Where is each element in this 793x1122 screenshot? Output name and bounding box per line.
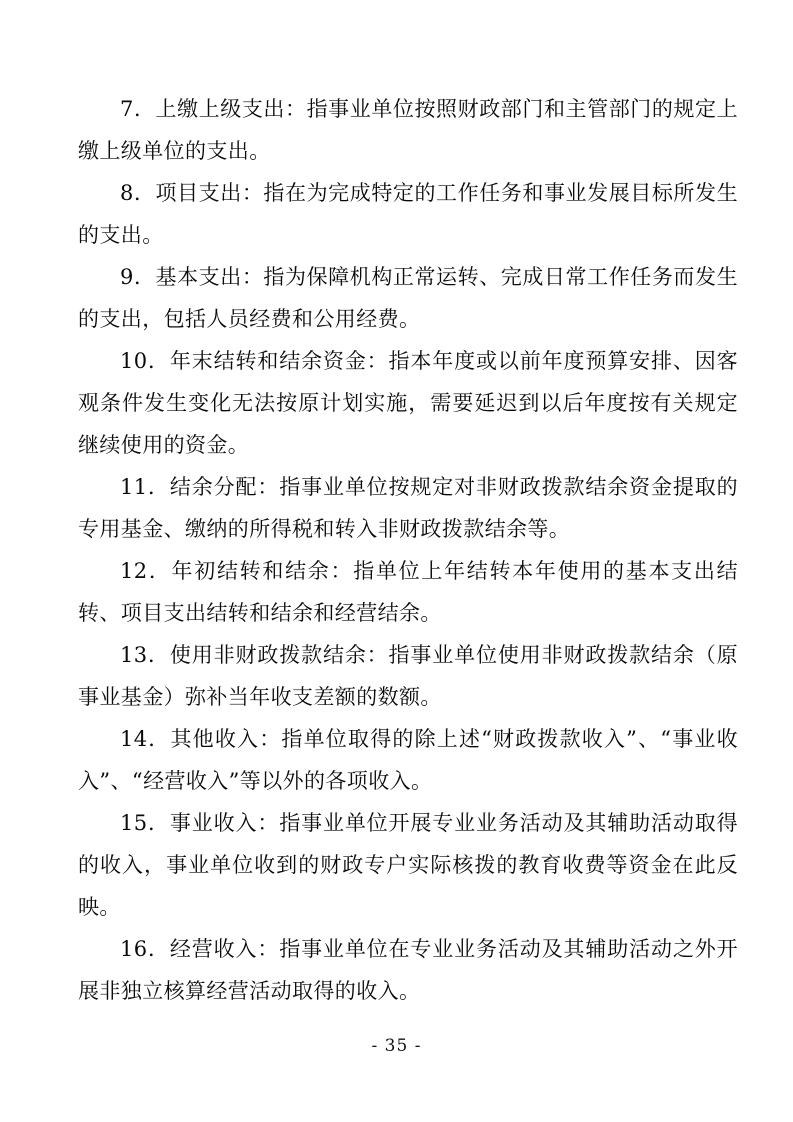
page-body: [78, 88, 738, 1012]
paragraph: 12．年初结转和结余：指单位上年结转本年使用的基本支出结转、项目支出结转和结余和经营结余。: [78, 559, 738, 625]
paragraph: 10．年末结转和结余资金：指本年度或以前年度预算安排、因客观条件发生变化无法按原计划实施，需要延迟到以后年度按有关规定继续使用的资金。: [78, 349, 738, 457]
paragraph: 7．上缴上级支出：指事业单位按照财政部门和主管部门的规定上缴上级单位的支出。: [78, 97, 738, 163]
paragraph: 11．结余分配：指事业单位按规定对非财政拨款结余资金提取的专用基金、缴纳的所得税和转入非财政拨款结余等。: [78, 475, 738, 541]
paragraph: 13．使用非财政拨款结余：指事业单位使用非财政拨款结余（原事业基金）弥补当年收支差额的数额。: [78, 643, 738, 709]
page-number: - 35 -: [371, 1036, 422, 1056]
paragraph: 8．项目支出：指在为完成特定的工作任务和事业发展目标所发生的支出。: [78, 181, 738, 247]
paragraph: 14．其他收入：指单位取得的除上述“财政拨款收入”、“事业收入”、“经营收入”等以外的各项收入。: [78, 727, 738, 793]
paragraph: 15．事业收入：指事业单位开展专业业务活动及其辅助活动取得的收入，事业单位收到的财政专户实际核拨的教育收费等资金在此反映。: [78, 811, 738, 919]
paragraph: 16．经营收入：指事业单位在专业业务活动及其辅助活动之外开展非独立核算经营活动取得的收入。: [78, 937, 738, 1003]
paragraph: 9．基本支出：指为保障机构正常运转、完成日常工作任务而发生的支出，包括人员经费和公用经费。: [78, 265, 738, 331]
